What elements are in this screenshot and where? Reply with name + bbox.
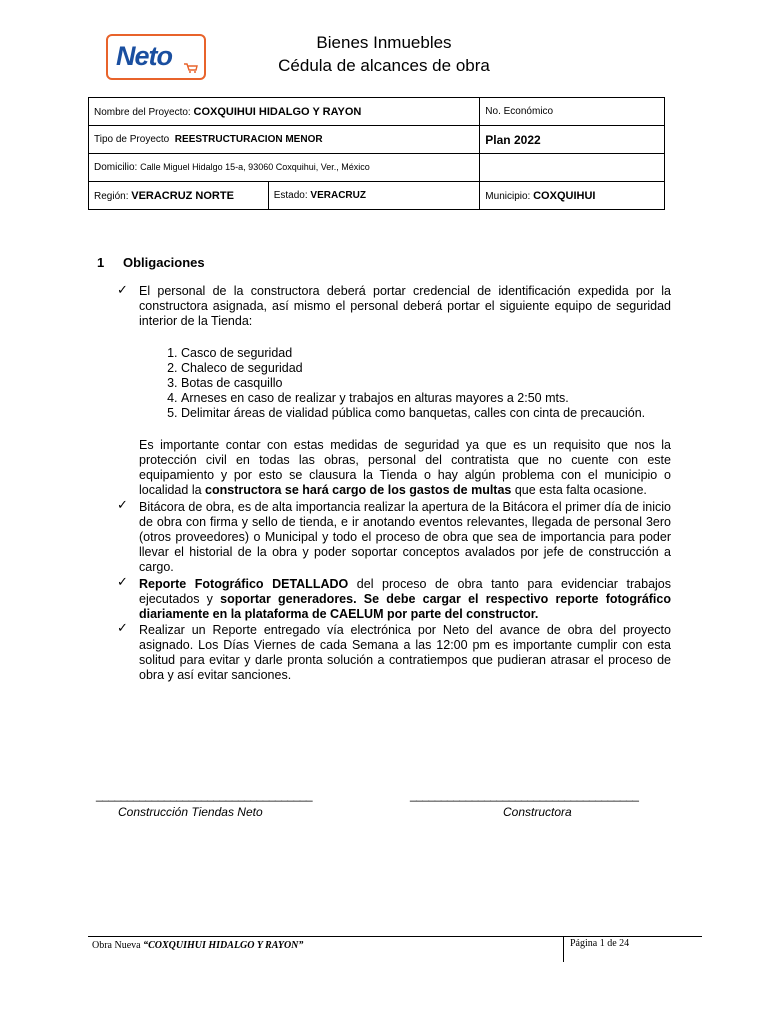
address-label: Domicilio: xyxy=(94,162,138,173)
footer-separator xyxy=(563,936,564,962)
checkmark-icon: ✓ xyxy=(117,282,128,297)
region-label: Región: xyxy=(94,190,129,202)
signature-label-right: Constructora xyxy=(503,805,572,819)
document-subtitle: Cédula de alcances de obra xyxy=(278,56,490,75)
section-title: Obligaciones xyxy=(123,255,205,270)
region-cell xyxy=(89,182,269,210)
logo-text: Neto xyxy=(116,41,172,71)
list-item: 4. Arneses en caso de realizar y trabajos en alturas mayores a 2:50 mts. xyxy=(181,391,681,406)
paragraph-text: que esta falta ocasione. xyxy=(511,483,647,497)
checkmark-icon: ✓ xyxy=(117,620,128,635)
checkmark-icon: ✓ xyxy=(117,574,128,589)
state-cell xyxy=(268,182,480,210)
project-name-cell xyxy=(89,98,480,126)
footer-project xyxy=(92,940,303,951)
checkmark-icon: ✓ xyxy=(117,497,128,512)
municipality-cell xyxy=(480,182,665,210)
list-item: 2. Chaleco de seguridad xyxy=(181,361,681,376)
list-item: 5. Delimitar áreas de vialidad pública como banquetas, calles con cinta de precaución. xyxy=(181,406,681,421)
municipality-label: Municipio: xyxy=(485,190,531,202)
paragraph-bold-text: constructora se hará cargo de los gastos de multas xyxy=(205,483,512,497)
region-value: VERACRUZ NORTE xyxy=(131,189,234,202)
signature-label-left: Construcción Tiendas Neto xyxy=(118,805,263,819)
signature-line-left: ___________________________________ xyxy=(96,788,313,802)
footer-project-name: “COXQUIHUI HIDALGO Y RAYON” xyxy=(143,940,304,951)
project-type-cell xyxy=(89,126,480,154)
address-cell xyxy=(89,154,480,182)
plan-value: Plan 2022 xyxy=(485,132,541,147)
paragraph-photo-report xyxy=(139,577,671,622)
municipality-value: COXQUIHUI xyxy=(533,189,596,202)
footer-prefix: Obra Nueva xyxy=(92,940,144,951)
paragraph-safety-importance xyxy=(139,438,671,498)
table-row xyxy=(89,182,665,210)
project-type-label: Tipo de Proyecto xyxy=(94,134,170,145)
section-number: 1 xyxy=(97,255,105,270)
project-name-label: Nombre del Proyecto: xyxy=(94,106,191,118)
project-info-table xyxy=(88,97,665,210)
paragraph-text: del proceso de obra tanto para evidenciar trabajos ejecutados y xyxy=(139,577,671,606)
address-value: Calle Miguel Hidalgo 15-a, 93060 Coxquihui, Ver., México xyxy=(140,162,370,172)
table-row xyxy=(89,154,665,182)
plan-cell xyxy=(480,126,665,154)
state-value: VERACRUZ xyxy=(310,190,366,201)
list-item: 3. Botas de casquillo xyxy=(181,376,681,391)
page-number: Página 1 de 24 xyxy=(570,938,630,949)
paragraph-bold-text: soportar generadores. Se debe cargar el respectivo reporte fotográfico diariamente en la plataforma de CAELUM por parte del constructor. xyxy=(139,592,671,621)
paragraph-credentials: El personal de la constructora deberá portar credencial de identificación expedida por la constructora asignada, así mismo el personal deberá portar el siguiente equipo de seguridad interior de la Tienda: xyxy=(139,284,671,328)
paragraph-logbook: Bitácora de obra, es de alta importancia realizar la apertura de la Bitácora el primer día de inicio de obra con firma y sello de tienda, e ir anotando eventos relevantes, llegada de personal 3ero (otros proveedores) o Municipal y todo el proceso de obra que sea de importancia para poder llevar el historial de la obra y poder soportar conceptos avalados por jefe de construcción a cargo. xyxy=(139,500,671,574)
footer-divider xyxy=(88,936,702,937)
signature-line-right: _____________________________________ xyxy=(410,788,639,802)
paragraph-weekly-report: Realizar un Reporte entregado vía electrónica por Neto del avance de obra del proyecto asignado. Los Días Viernes de cada Semana a las 12:00 pm es importante cumplir con esta solitud para evitar y darle pronta solución a contratiempos que pudieran atrasar el proceso de obra y así evitar sanciones. xyxy=(139,623,671,682)
empty-cell xyxy=(480,154,665,182)
project-name-value: COXQUIHUI HIDALGO Y RAYON xyxy=(193,105,362,118)
list-item: 1. Casco de seguridad xyxy=(181,346,681,361)
table-row xyxy=(89,98,665,126)
document-title: Bienes Inmuebles xyxy=(316,33,452,52)
table-row xyxy=(89,126,665,154)
paragraph-text: Es importante contar con estas medidas de seguridad ya que es un requisito que nos la protección civil en todas las obras, personal del contratista que no cuente con este equipamiento y por esto se clausura la Tienda o hay algún problema con el municipio o localidad la xyxy=(139,438,671,497)
economic-number-label: No. Económico xyxy=(485,106,554,117)
paragraph-bold-text: Reporte Fotográfico DETALLADO xyxy=(139,577,349,591)
safety-equipment-list xyxy=(139,346,681,421)
state-label: Estado: xyxy=(273,190,308,201)
project-type-value: REESTRUCTURACION MENOR xyxy=(174,134,323,145)
economic-number-cell xyxy=(480,98,665,126)
section-heading xyxy=(97,255,205,270)
